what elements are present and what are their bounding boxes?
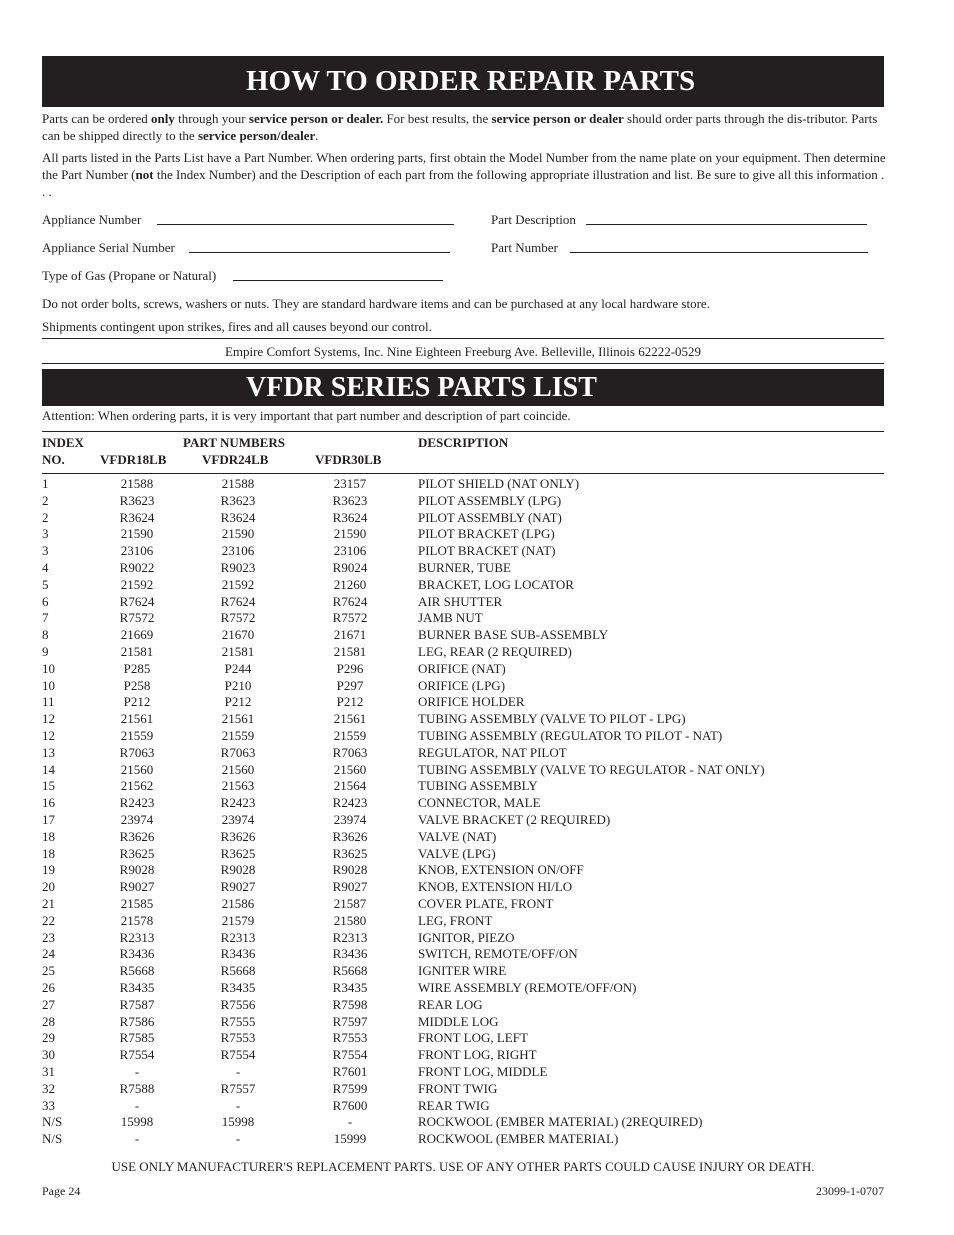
row-part-vfdr30lb: 23974 xyxy=(333,812,367,827)
row-part-vfdr24lb: R7554 xyxy=(220,1047,256,1063)
row-part-vfdr24lb: 21590 xyxy=(221,526,255,542)
gas-type-label: Type of Gas (Propane or Natural) xyxy=(42,268,217,283)
row-part-vfdr18lb: R5668 xyxy=(119,963,155,979)
row-description: REGULATOR, NAT PILOT xyxy=(418,744,567,760)
table-row xyxy=(0,1080,954,1097)
row-part-vfdr30lb: R9027 xyxy=(332,879,368,895)
row-part-vfdr18lb: R7585 xyxy=(119,1030,155,1046)
row-part-vfdr18lb: 21588 xyxy=(120,476,154,491)
row-index: 5 xyxy=(42,576,49,592)
row-part-vfdr24lb: - xyxy=(235,1097,241,1113)
row-index: 19 xyxy=(42,862,55,878)
row-part-vfdr18lb: R9027 xyxy=(119,879,155,895)
row-part-vfdr30lb: R3625 xyxy=(332,845,368,861)
model-vfdr18lb-header: VFDR18LB xyxy=(100,452,167,467)
table-row xyxy=(0,710,954,727)
row-description: FRONT LOG, LEFT xyxy=(418,1030,528,1046)
row-index: 11 xyxy=(42,694,55,710)
row-description: REAR TWIG xyxy=(418,1097,490,1113)
table-row xyxy=(0,593,954,610)
table-row xyxy=(0,777,954,794)
appliance-serial-label: Appliance Serial Number xyxy=(42,240,175,255)
ordering-instructions-paragraph: Parts can be ordered only through your service person or dealer. For best results, the service person or dealer should order parts through the dis-tributor. Parts can be shipped directly to the service person/dealer. xyxy=(42,111,878,143)
row-index: 27 xyxy=(42,996,55,1012)
row-part-vfdr18lb: R7587 xyxy=(119,996,155,1012)
shipments-note: Shipments contingent upon strikes, fires and all causes beyond our control. xyxy=(42,319,432,334)
part-number-instructions-paragraph: All parts listed in the Parts List have a Part Number. When ordering parts, first obtain the Model Number from the name plate on your equipment. Then determine the Part Number (not the Index Number) and the Description of each part from the following appropriate illustration and list. Be sure to give all this information . . . xyxy=(42,150,886,199)
row-part-vfdr24lb: R7572 xyxy=(220,610,256,626)
parts-list-title: VFDR SERIES PARTS LIST xyxy=(42,369,884,406)
row-description: TUBING ASSEMBLY (VALVE TO REGULATOR - NAT ONLY) xyxy=(418,761,765,777)
table-row xyxy=(0,744,954,761)
row-part-vfdr30lb: 23106 xyxy=(333,543,367,559)
row-part-vfdr30lb: P212 xyxy=(336,694,364,710)
row-description: ROCKWOOL (EMBER MATERIAL) (2REQUIRED) xyxy=(418,1114,703,1130)
description-header: DESCRIPTION xyxy=(418,435,509,450)
row-part-vfdr30lb: 21564 xyxy=(333,778,367,794)
divider-bottom xyxy=(42,363,884,364)
row-part-vfdr18lb: R2313 xyxy=(119,929,155,945)
table-row xyxy=(0,979,954,996)
row-part-vfdr24lb: R2313 xyxy=(220,929,256,945)
row-part-vfdr24lb: P244 xyxy=(224,660,252,676)
row-part-vfdr18lb: R3625 xyxy=(119,845,155,861)
row-part-vfdr18lb: R9028 xyxy=(119,862,155,878)
row-part-vfdr18lb: R7624 xyxy=(119,593,155,609)
row-part-vfdr18lb: 21590 xyxy=(120,526,154,542)
table-row xyxy=(0,677,954,694)
row-part-vfdr18lb: R3436 xyxy=(119,946,155,962)
row-part-vfdr24lb: 21563 xyxy=(221,778,255,794)
table-row xyxy=(0,945,954,962)
row-index: N/S xyxy=(42,1114,63,1130)
row-index: 32 xyxy=(42,1080,55,1096)
row-part-vfdr24lb: 21586 xyxy=(221,896,255,911)
table-row xyxy=(0,626,954,643)
no-header: NO. xyxy=(42,452,65,467)
row-index: 25 xyxy=(42,963,55,979)
row-part-vfdr24lb: 23974 xyxy=(221,812,255,827)
row-part-vfdr18lb: P258 xyxy=(123,677,151,693)
table-row xyxy=(0,794,954,811)
page-number: Page 24 xyxy=(42,1184,81,1198)
table-row xyxy=(0,609,954,626)
row-description: PILOT BRACKET (NAT) xyxy=(418,543,556,559)
row-part-vfdr18lb: R7554 xyxy=(119,1047,155,1063)
row-description: AIR SHUTTER xyxy=(418,593,503,609)
row-description: LEG, FRONT xyxy=(418,912,493,928)
table-row xyxy=(0,525,954,542)
row-part-vfdr30lb: 21260 xyxy=(333,576,367,592)
row-part-vfdr18lb: 15998 xyxy=(120,1114,154,1130)
table-row xyxy=(0,576,954,593)
row-part-vfdr24lb: 15998 xyxy=(221,1114,255,1130)
row-part-vfdr30lb: 21559 xyxy=(333,728,367,743)
row-part-vfdr30lb: P297 xyxy=(336,677,364,693)
row-part-vfdr24lb: 23106 xyxy=(221,543,255,559)
row-part-vfdr30lb: R7599 xyxy=(332,1080,368,1096)
appliance-number-blank xyxy=(157,224,454,225)
row-part-vfdr30lb: R7624 xyxy=(332,593,368,609)
row-part-vfdr18lb: P285 xyxy=(123,660,151,676)
row-part-vfdr30lb: R2313 xyxy=(332,929,368,945)
table-row xyxy=(0,1130,954,1147)
row-part-vfdr24lb: 21579 xyxy=(221,912,255,928)
row-index: 2 xyxy=(42,509,49,525)
row-part-vfdr18lb: R3435 xyxy=(119,980,155,995)
row-part-vfdr18lb: 21560 xyxy=(120,761,154,777)
row-part-vfdr30lb: R7572 xyxy=(332,610,368,626)
row-part-vfdr30lb: 23157 xyxy=(333,476,367,491)
row-description: VALVE (NAT) xyxy=(418,828,497,844)
table-row xyxy=(0,761,954,778)
table-row xyxy=(0,475,954,492)
row-description: BURNER, TUBE xyxy=(418,560,511,575)
row-part-vfdr24lb: R9027 xyxy=(220,879,256,895)
row-index: 17 xyxy=(42,812,55,827)
order-parts-title: HOW TO ORDER REPAIR PARTS xyxy=(42,56,884,107)
row-part-vfdr24lb: 21588 xyxy=(221,476,255,491)
row-description: TUBING ASSEMBLY (VALVE TO PILOT - LPG) xyxy=(418,711,686,727)
row-description: COVER PLATE, FRONT xyxy=(418,896,554,911)
table-row xyxy=(0,1046,954,1063)
part-number-label: Part Number xyxy=(491,240,558,255)
table-row xyxy=(0,1013,954,1030)
row-part-vfdr30lb: R7597 xyxy=(332,1013,368,1029)
row-description: FRONT TWIG xyxy=(418,1080,498,1096)
row-part-vfdr18lb: 21559 xyxy=(120,728,154,743)
row-index: 26 xyxy=(42,980,55,995)
table-row xyxy=(0,962,954,979)
row-part-vfdr18lb: R3626 xyxy=(119,828,155,844)
index-header: INDEX xyxy=(42,435,84,450)
appliance-number-label: Appliance Number xyxy=(42,212,142,227)
row-index: N/S xyxy=(42,1131,63,1147)
row-part-vfdr18lb: R3624 xyxy=(119,509,155,525)
row-description: ORIFICE (NAT) xyxy=(418,660,506,676)
row-part-vfdr30lb: P296 xyxy=(336,660,364,676)
table-row xyxy=(0,996,954,1013)
row-description: TUBING ASSEMBLY xyxy=(418,778,538,794)
table-row xyxy=(0,929,954,946)
row-part-vfdr24lb: R7556 xyxy=(220,996,256,1012)
row-part-vfdr18lb: R7586 xyxy=(119,1013,155,1029)
row-index: 8 xyxy=(42,627,49,643)
row-part-vfdr24lb: R9023 xyxy=(220,560,256,575)
table-row xyxy=(0,693,954,710)
row-description: FRONT LOG, MIDDLE xyxy=(418,1064,548,1079)
table-row xyxy=(0,1113,954,1130)
row-description: ROCKWOOL (EMBER MATERIAL) xyxy=(418,1131,619,1147)
row-part-vfdr24lb: - xyxy=(235,1064,241,1079)
row-part-vfdr24lb: R3436 xyxy=(220,946,256,962)
table-row xyxy=(0,828,954,845)
row-description: MIDDLE LOG xyxy=(418,1013,499,1029)
table-row xyxy=(0,660,954,677)
row-description: SWITCH, REMOTE/OFF/ON xyxy=(418,946,578,962)
table-row xyxy=(0,845,954,862)
row-part-vfdr30lb: 21587 xyxy=(333,896,367,911)
row-index: 3 xyxy=(42,526,49,542)
row-index: 7 xyxy=(42,610,49,626)
row-part-vfdr30lb: R3626 xyxy=(332,828,368,844)
table-header-rule xyxy=(42,473,884,474)
row-index: 1 xyxy=(42,476,49,491)
row-part-vfdr30lb: R7598 xyxy=(332,996,368,1012)
row-part-vfdr30lb: R7601 xyxy=(332,1064,368,1079)
row-part-vfdr24lb: R5668 xyxy=(220,963,256,979)
row-part-vfdr30lb: R3435 xyxy=(332,980,368,995)
company-address: Empire Comfort Systems, Inc. Nine Eighteen Freeburg Ave. Belleville, Illinois 62222-0529 xyxy=(224,344,702,359)
table-row xyxy=(0,727,954,744)
row-part-vfdr18lb: 21669 xyxy=(120,627,154,643)
row-part-vfdr24lb: R3624 xyxy=(220,509,256,525)
row-part-vfdr30lb: 21560 xyxy=(333,761,367,777)
row-part-vfdr30lb: 21581 xyxy=(333,644,367,659)
row-part-vfdr24lb: 21559 xyxy=(221,728,255,743)
row-part-vfdr24lb: R7624 xyxy=(220,593,256,609)
row-part-vfdr24lb: R7553 xyxy=(220,1030,256,1046)
row-description: IGNITER WIRE xyxy=(418,963,507,979)
row-index: 28 xyxy=(42,1013,55,1029)
row-part-vfdr30lb: 21580 xyxy=(333,912,367,928)
row-part-vfdr18lb: P212 xyxy=(123,694,151,710)
row-description: BURNER BASE SUB-ASSEMBLY xyxy=(418,627,609,643)
row-index: 22 xyxy=(42,912,55,928)
gas-type-blank xyxy=(233,280,443,281)
part-description-blank xyxy=(586,224,867,225)
row-part-vfdr24lb: 21560 xyxy=(221,761,255,777)
model-vfdr24lb-header: VFDR24LB xyxy=(202,452,269,467)
row-index: 3 xyxy=(42,543,49,559)
row-part-vfdr24lb: 21592 xyxy=(221,576,255,592)
row-part-vfdr30lb: R7600 xyxy=(332,1097,368,1113)
row-part-vfdr18lb: - xyxy=(134,1097,140,1113)
row-part-vfdr18lb: R7588 xyxy=(119,1080,155,1096)
row-part-vfdr24lb: R7063 xyxy=(220,744,256,760)
table-row xyxy=(0,643,954,660)
hardware-note: Do not order bolts, screws, washers or nuts. They are standard hardware items and can be purchased at any local hardware store. xyxy=(42,296,710,311)
row-index: 12 xyxy=(42,711,55,727)
row-part-vfdr18lb: 21578 xyxy=(120,912,154,928)
appliance-serial-blank xyxy=(189,252,450,253)
row-part-vfdr18lb: 21561 xyxy=(120,711,154,727)
row-description: REAR LOG xyxy=(418,996,483,1012)
table-row xyxy=(0,895,954,912)
row-part-vfdr24lb: P212 xyxy=(224,694,252,710)
row-part-vfdr24lb: R7557 xyxy=(220,1080,256,1096)
row-index: 2 xyxy=(42,492,49,508)
document-number: 23099-1-0707 xyxy=(816,1184,884,1198)
row-part-vfdr24lb: - xyxy=(235,1131,241,1147)
row-index: 31 xyxy=(42,1064,55,1079)
row-part-vfdr30lb: R7553 xyxy=(332,1030,368,1046)
row-part-vfdr18lb: 21581 xyxy=(120,644,154,659)
row-part-vfdr18lb: 21592 xyxy=(120,576,154,592)
row-index: 18 xyxy=(42,828,55,844)
row-part-vfdr30lb: R7063 xyxy=(332,744,368,760)
row-description: JAMB NUT xyxy=(418,610,483,626)
row-description: KNOB, EXTENSION HI/LO xyxy=(418,879,573,895)
row-part-vfdr24lb: R7555 xyxy=(220,1013,256,1029)
row-part-vfdr30lb: R7554 xyxy=(332,1047,368,1063)
table-row xyxy=(0,509,954,526)
table-row xyxy=(0,1063,954,1080)
row-part-vfdr18lb: R9022 xyxy=(119,560,155,575)
row-part-vfdr24lb: P210 xyxy=(224,677,252,693)
row-part-vfdr18lb: R3623 xyxy=(119,492,155,508)
row-part-vfdr30lb: R9024 xyxy=(332,560,368,575)
row-description: ORIFICE (LPG) xyxy=(418,677,506,693)
divider-top xyxy=(42,338,884,339)
row-description: PILOT ASSEMBLY (NAT) xyxy=(418,509,562,525)
row-index: 23 xyxy=(42,929,55,945)
row-part-vfdr24lb: 21670 xyxy=(221,627,255,643)
table-row xyxy=(0,542,954,559)
row-part-vfdr24lb: R3626 xyxy=(220,828,256,844)
row-part-vfdr24lb: R2423 xyxy=(220,795,256,811)
row-part-vfdr18lb: 23974 xyxy=(120,812,154,827)
row-description: PILOT SHIELD (NAT ONLY) xyxy=(418,476,580,491)
row-part-vfdr30lb: - xyxy=(347,1114,353,1130)
row-part-vfdr30lb: R2423 xyxy=(332,795,368,811)
row-index: 24 xyxy=(42,946,55,962)
row-part-vfdr24lb: R9028 xyxy=(220,862,256,878)
row-part-vfdr30lb: 21671 xyxy=(333,627,367,643)
row-index: 4 xyxy=(42,560,49,575)
table-row xyxy=(0,878,954,895)
row-description: WIRE ASSEMBLY (REMOTE/OFF/ON) xyxy=(418,980,637,995)
row-description: PILOT ASSEMBLY (LPG) xyxy=(418,492,562,508)
table-row xyxy=(0,559,954,576)
row-part-vfdr24lb: R3623 xyxy=(220,492,256,508)
row-description: TUBING ASSEMBLY (REGULATOR TO PILOT - NAT) xyxy=(418,728,723,743)
row-part-vfdr30lb: R3624 xyxy=(332,509,368,525)
row-index: 30 xyxy=(42,1047,55,1063)
row-index: 13 xyxy=(42,744,55,760)
row-description: FRONT LOG, RIGHT xyxy=(418,1047,537,1063)
row-part-vfdr18lb: 21562 xyxy=(120,778,154,794)
row-description: LEG, REAR (2 REQUIRED) xyxy=(418,644,572,659)
row-index: 9 xyxy=(42,644,49,659)
row-index: 33 xyxy=(42,1097,55,1113)
row-part-vfdr24lb: 21581 xyxy=(221,644,255,659)
row-part-vfdr18lb: - xyxy=(134,1064,140,1079)
row-part-vfdr24lb: 21561 xyxy=(221,711,255,727)
row-description: PILOT BRACKET (LPG) xyxy=(418,526,555,542)
row-part-vfdr18lb: R7063 xyxy=(119,744,155,760)
row-index: 10 xyxy=(42,660,55,676)
row-part-vfdr30lb: 21590 xyxy=(333,526,367,542)
table-row xyxy=(0,492,954,509)
row-index: 10 xyxy=(42,677,55,693)
row-part-vfdr30lb: R5668 xyxy=(332,963,368,979)
row-index: 29 xyxy=(42,1030,55,1046)
row-part-vfdr18lb: 23106 xyxy=(120,543,154,559)
table-row xyxy=(0,1029,954,1046)
replacement-parts-warning: USE ONLY MANUFACTURER'S REPLACEMENT PARTS. USE OF ANY OTHER PARTS COULD CAUSE INJURY OR DEATH. xyxy=(111,1159,815,1174)
row-part-vfdr30lb: R3436 xyxy=(332,946,368,962)
row-description: ORIFICE HOLDER xyxy=(418,694,525,710)
row-part-vfdr24lb: R3435 xyxy=(220,980,256,995)
table-top-rule xyxy=(42,431,884,432)
part-description-label: Part Description xyxy=(491,212,576,227)
row-part-vfdr30lb: R3623 xyxy=(332,492,368,508)
attention-note: Attention: When ordering parts, it is very important that part number and description of part coincide. xyxy=(42,408,571,423)
row-part-vfdr18lb: R7572 xyxy=(119,610,155,626)
row-part-vfdr30lb: 15999 xyxy=(333,1131,367,1147)
row-index: 14 xyxy=(42,761,55,777)
row-index: 20 xyxy=(42,879,55,895)
row-index: 18 xyxy=(42,845,55,861)
row-part-vfdr18lb: 21585 xyxy=(120,896,154,911)
row-index: 21 xyxy=(42,896,55,911)
row-index: 6 xyxy=(42,593,49,609)
table-row xyxy=(0,1097,954,1114)
row-description: KNOB, EXTENSION ON/OFF xyxy=(418,862,584,878)
table-row xyxy=(0,811,954,828)
row-description: IGNITOR, PIEZO xyxy=(418,929,515,945)
row-description: VALVE (LPG) xyxy=(418,845,496,861)
part-numbers-header: PART NUMBERS xyxy=(183,435,285,450)
table-row xyxy=(0,912,954,929)
table-row xyxy=(0,861,954,878)
row-description: CONNECTOR, MALE xyxy=(418,795,541,811)
row-index: 15 xyxy=(42,778,55,794)
row-description: BRACKET, LOG LOCATOR xyxy=(418,576,574,592)
row-part-vfdr30lb: 21561 xyxy=(333,711,367,727)
row-index: 16 xyxy=(42,795,55,811)
row-part-vfdr24lb: R3625 xyxy=(220,845,256,861)
row-part-vfdr18lb: R2423 xyxy=(119,795,155,811)
row-index: 12 xyxy=(42,728,55,743)
part-number-blank xyxy=(570,252,868,253)
model-vfdr30lb-header: VFDR30LB xyxy=(315,452,382,467)
row-part-vfdr30lb: R9028 xyxy=(332,862,368,878)
row-part-vfdr18lb: - xyxy=(134,1131,140,1147)
row-description: VALVE BRACKET (2 REQUIRED) xyxy=(418,812,611,827)
